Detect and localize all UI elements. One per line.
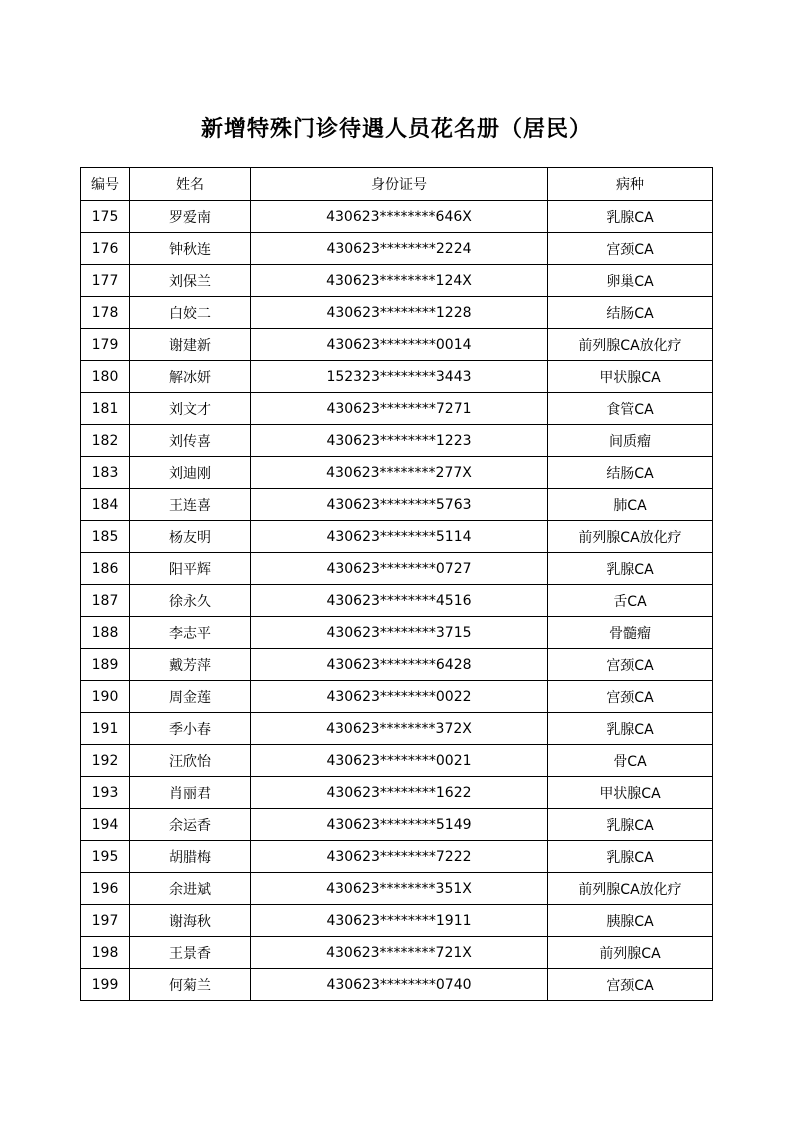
table-row bbox=[81, 617, 713, 649]
cell-name: 肖丽君 bbox=[130, 777, 251, 809]
cell-id-number: 430623********351X bbox=[251, 873, 548, 905]
cell-name: 刘传喜 bbox=[130, 425, 251, 457]
table-row bbox=[81, 809, 713, 841]
header-id-number: 身份证号 bbox=[251, 168, 548, 201]
cell-disease: 骨CA bbox=[548, 745, 713, 777]
cell-number: 187 bbox=[81, 585, 130, 617]
table-row bbox=[81, 361, 713, 393]
cell-id-number: 430623********124X bbox=[251, 265, 548, 297]
cell-disease: 骨髓瘤 bbox=[548, 617, 713, 649]
cell-name: 白姣二 bbox=[130, 297, 251, 329]
cell-id-number: 430623********1911 bbox=[251, 905, 548, 937]
header-disease: 病种 bbox=[548, 168, 713, 201]
cell-disease: 乳腺CA bbox=[548, 713, 713, 745]
cell-number: 193 bbox=[81, 777, 130, 809]
cell-id-number: 430623********0021 bbox=[251, 745, 548, 777]
cell-disease: 乳腺CA bbox=[548, 841, 713, 873]
cell-name: 余进斌 bbox=[130, 873, 251, 905]
cell-id-number: 430623********0740 bbox=[251, 969, 548, 1001]
cell-name: 阳平辉 bbox=[130, 553, 251, 585]
cell-disease: 宫颈CA bbox=[548, 681, 713, 713]
table-row bbox=[81, 457, 713, 489]
table-row bbox=[81, 201, 713, 233]
cell-name: 谢海秋 bbox=[130, 905, 251, 937]
cell-name: 谢建新 bbox=[130, 329, 251, 361]
document-title: 新增特殊门诊待遇人员花名册（居民） bbox=[200, 117, 592, 142]
cell-id-number: 430623********0727 bbox=[251, 553, 548, 585]
cell-id-number: 430623********0022 bbox=[251, 681, 548, 713]
cell-id-number: 430623********7222 bbox=[251, 841, 548, 873]
table-row bbox=[81, 297, 713, 329]
table-row bbox=[81, 329, 713, 361]
cell-id-number: 430623********1223 bbox=[251, 425, 548, 457]
table-row bbox=[81, 649, 713, 681]
cell-number: 189 bbox=[81, 649, 130, 681]
cell-disease: 间质瘤 bbox=[548, 425, 713, 457]
table-row bbox=[81, 265, 713, 297]
cell-name: 余运香 bbox=[130, 809, 251, 841]
cell-number: 177 bbox=[81, 265, 130, 297]
table-row bbox=[81, 713, 713, 745]
cell-id-number: 152323********3443 bbox=[251, 361, 548, 393]
cell-number: 175 bbox=[81, 201, 130, 233]
table-row bbox=[81, 233, 713, 265]
table-row bbox=[81, 777, 713, 809]
cell-name: 李志平 bbox=[130, 617, 251, 649]
table-row bbox=[81, 585, 713, 617]
cell-disease: 前列腺CA放化疗 bbox=[548, 873, 713, 905]
cell-id-number: 430623********1622 bbox=[251, 777, 548, 809]
cell-name: 杨友明 bbox=[130, 521, 251, 553]
cell-disease: 乳腺CA bbox=[548, 201, 713, 233]
cell-name: 钟秋连 bbox=[130, 233, 251, 265]
cell-disease: 胰腺CA bbox=[548, 905, 713, 937]
cell-number: 197 bbox=[81, 905, 130, 937]
cell-name: 戴芳萍 bbox=[130, 649, 251, 681]
cell-number: 180 bbox=[81, 361, 130, 393]
cell-name: 汪欣怡 bbox=[130, 745, 251, 777]
cell-name: 季小春 bbox=[130, 713, 251, 745]
cell-number: 195 bbox=[81, 841, 130, 873]
cell-number: 188 bbox=[81, 617, 130, 649]
cell-name: 何菊兰 bbox=[130, 969, 251, 1001]
cell-disease: 前列腺CA放化疗 bbox=[548, 521, 713, 553]
table-row bbox=[81, 905, 713, 937]
cell-name: 刘迪刚 bbox=[130, 457, 251, 489]
table-row bbox=[81, 681, 713, 713]
cell-disease: 宫颈CA bbox=[548, 233, 713, 265]
table-row bbox=[81, 745, 713, 777]
table-row bbox=[81, 393, 713, 425]
cell-disease: 乳腺CA bbox=[548, 809, 713, 841]
cell-disease: 卵巢CA bbox=[548, 265, 713, 297]
cell-id-number: 430623********0014 bbox=[251, 329, 548, 361]
cell-name: 胡腊梅 bbox=[130, 841, 251, 873]
cell-number: 176 bbox=[81, 233, 130, 265]
cell-number: 198 bbox=[81, 937, 130, 969]
cell-id-number: 430623********5763 bbox=[251, 489, 548, 521]
cell-name: 王景香 bbox=[130, 937, 251, 969]
cell-number: 186 bbox=[81, 553, 130, 585]
cell-id-number: 430623********277X bbox=[251, 457, 548, 489]
table-row bbox=[81, 489, 713, 521]
table-row bbox=[81, 553, 713, 585]
cell-number: 192 bbox=[81, 745, 130, 777]
cell-number: 181 bbox=[81, 393, 130, 425]
cell-number: 191 bbox=[81, 713, 130, 745]
table-row bbox=[81, 521, 713, 553]
cell-number: 178 bbox=[81, 297, 130, 329]
cell-number: 182 bbox=[81, 425, 130, 457]
cell-disease: 前列腺CA放化疗 bbox=[548, 329, 713, 361]
roster-table bbox=[80, 167, 713, 1001]
cell-number: 194 bbox=[81, 809, 130, 841]
table-header-row bbox=[81, 168, 713, 201]
cell-id-number: 430623********5149 bbox=[251, 809, 548, 841]
cell-number: 185 bbox=[81, 521, 130, 553]
header-name: 姓名 bbox=[130, 168, 251, 201]
cell-name: 罗爱南 bbox=[130, 201, 251, 233]
cell-name: 王连喜 bbox=[130, 489, 251, 521]
cell-disease: 食管CA bbox=[548, 393, 713, 425]
cell-id-number: 430623********1228 bbox=[251, 297, 548, 329]
cell-disease: 前列腺CA bbox=[548, 937, 713, 969]
cell-number: 196 bbox=[81, 873, 130, 905]
cell-id-number: 430623********3715 bbox=[251, 617, 548, 649]
cell-name: 徐永久 bbox=[130, 585, 251, 617]
header-number: 编号 bbox=[81, 168, 130, 201]
cell-disease: 宫颈CA bbox=[548, 969, 713, 1001]
cell-disease: 宫颈CA bbox=[548, 649, 713, 681]
cell-number: 179 bbox=[81, 329, 130, 361]
cell-disease: 结肠CA bbox=[548, 297, 713, 329]
cell-number: 199 bbox=[81, 969, 130, 1001]
table-row bbox=[81, 425, 713, 457]
cell-id-number: 430623********372X bbox=[251, 713, 548, 745]
cell-number: 184 bbox=[81, 489, 130, 521]
cell-disease: 乳腺CA bbox=[548, 553, 713, 585]
cell-disease: 肺CA bbox=[548, 489, 713, 521]
cell-id-number: 430623********4516 bbox=[251, 585, 548, 617]
table-row bbox=[81, 873, 713, 905]
cell-name: 解冰妍 bbox=[130, 361, 251, 393]
cell-disease: 结肠CA bbox=[548, 457, 713, 489]
cell-id-number: 430623********7271 bbox=[251, 393, 548, 425]
cell-disease: 舌CA bbox=[548, 585, 713, 617]
cell-disease: 甲状腺CA bbox=[548, 361, 713, 393]
table-body bbox=[81, 201, 713, 1001]
cell-name: 周金莲 bbox=[130, 681, 251, 713]
cell-id-number: 430623********6428 bbox=[251, 649, 548, 681]
table-row bbox=[81, 841, 713, 873]
cell-name: 刘保兰 bbox=[130, 265, 251, 297]
cell-id-number: 430623********646X bbox=[251, 201, 548, 233]
cell-id-number: 430623********721X bbox=[251, 937, 548, 969]
table-row bbox=[81, 937, 713, 969]
cell-name: 刘文才 bbox=[130, 393, 251, 425]
cell-number: 183 bbox=[81, 457, 130, 489]
cell-number: 190 bbox=[81, 681, 130, 713]
table-row bbox=[81, 969, 713, 1001]
cell-disease: 甲状腺CA bbox=[548, 777, 713, 809]
cell-id-number: 430623********2224 bbox=[251, 233, 548, 265]
cell-id-number: 430623********5114 bbox=[251, 521, 548, 553]
